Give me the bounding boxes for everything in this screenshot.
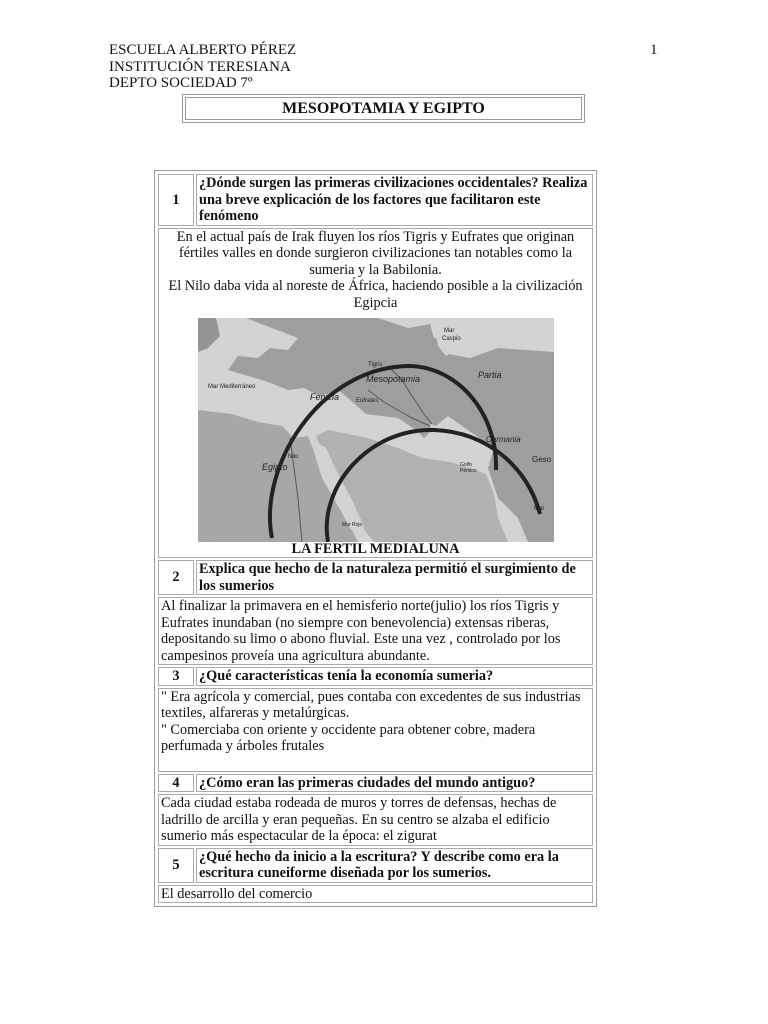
map-label-mar-east: Mar (533, 506, 544, 512)
map-label-eufrates: Eufrates (355, 398, 378, 404)
answer-cell (158, 688, 593, 772)
map-caption: LA FERTIL MEDIALUNA (291, 541, 460, 557)
map-label-mesopotamia: Mesopotamia (365, 374, 420, 384)
answer-text: En el actual país de Irak fluyen los ríos Tigris y Eufrates que originan fértiles valles en donde surgieron civilizaciones tan notables como la sumeria y la Babilonia. (176, 228, 575, 278)
answer-text: El desarrollo del comercio (161, 885, 313, 902)
answer-text: " Comerciaba con oriente y occidente para obtener cobre, madera perfumada y árboles frutales (161, 721, 536, 754)
map-label-caspio: Caspio (441, 336, 461, 342)
question-text: ¿Qué hecho da inicio a la escritura? Y describe como era la escritura cuneiforme diseñada por los sumerios. (196, 848, 593, 883)
institution-name: INSTITUCIÓN TERESIANA (109, 58, 291, 75)
map-label-golfo: Golfo (459, 462, 472, 468)
map-label-mar: Mar (443, 328, 454, 334)
map-label-mar-rojo: Mar Rojo (341, 522, 362, 528)
question-number: 5 (158, 848, 194, 883)
answer-row (158, 885, 593, 904)
map-label-mediterraneo: Mar Mediterráneo (207, 384, 255, 390)
question-text: Explica que hecho de la naturaleza permitió el surgimiento de los sumerios (196, 560, 593, 595)
question-text: ¿Qué características tenía la economía sumeria? (196, 667, 593, 686)
map-label-nilo: Nilo (287, 454, 298, 460)
questions-table (154, 170, 597, 907)
answer-cell (158, 597, 593, 665)
question-number: 2 (158, 560, 194, 595)
school-name: ESCUELA ALBERTO PÉREZ (109, 42, 297, 58)
answer-row (158, 794, 593, 846)
question-row (158, 848, 593, 883)
map-texture (198, 318, 554, 542)
question-row (158, 174, 593, 226)
map-label-egipto: Egipto (261, 462, 288, 472)
map-label-partia: Partia (477, 370, 502, 380)
document-title: MESOPOTAMIA Y EGIPTO (185, 97, 582, 120)
map-figure (161, 311, 590, 557)
question-row (158, 774, 593, 793)
answer-text: " Era agrícola y comercial, pues contaba con excedentes de sus industrias textiles, alfareras y metalúrgicas. (161, 688, 581, 721)
map-label-geso: Geso (531, 455, 551, 464)
question-row (158, 667, 593, 686)
map-label-fenicia: Fenicia (309, 392, 339, 402)
map-label-tigris: Tigris (367, 362, 382, 368)
answer-row (158, 597, 593, 665)
map-label-persico: Pérsico (459, 468, 477, 474)
department-name: DEPTO SOCIEDAD 7º (109, 75, 253, 91)
answer-text: Cada ciudad estaba rodeada de muros y torres de defensas, hechas de ladrillo de arcilla y eran pequeñas. En su centro se alzaba el edificio sumerio más espectacular de la época: el zigurat (161, 795, 557, 844)
question-number: 4 (158, 774, 194, 793)
question-number: 3 (158, 667, 194, 686)
question-text: ¿Cómo eran las primeras ciudades del mundo antiguo? (196, 774, 593, 793)
answer-text: El Nilo daba vida al noreste de África, haciendo posible a la civilización Egipcia (168, 278, 583, 311)
answer-cell (158, 885, 593, 904)
answer-row (158, 228, 593, 559)
answer-cell (158, 228, 593, 559)
question-text: ¿Dónde surgen las primeras civilizaciones occidentales? Realiza una breve explicación de los factores que facilitaron este fenómeno (196, 174, 593, 226)
answer-text: Al finalizar la primavera en el hemisferio norte(julio) los ríos Tigris y Eufrates inundaban (no siempre con benevolencia) extensas riberas, depositando su limo o abono fluvial. Este una vez , controlado por los campesinos proveía una agricultura abundante. (161, 598, 561, 664)
question-row (158, 560, 593, 595)
title-box (182, 94, 585, 123)
answer-cell (158, 794, 593, 846)
page-number: 1 (650, 42, 658, 58)
document-header (109, 42, 296, 92)
fertile-crescent-map (198, 318, 554, 542)
question-number: 1 (158, 174, 194, 226)
map-label-carmania: Carmania (485, 435, 521, 444)
answer-row (158, 688, 593, 772)
